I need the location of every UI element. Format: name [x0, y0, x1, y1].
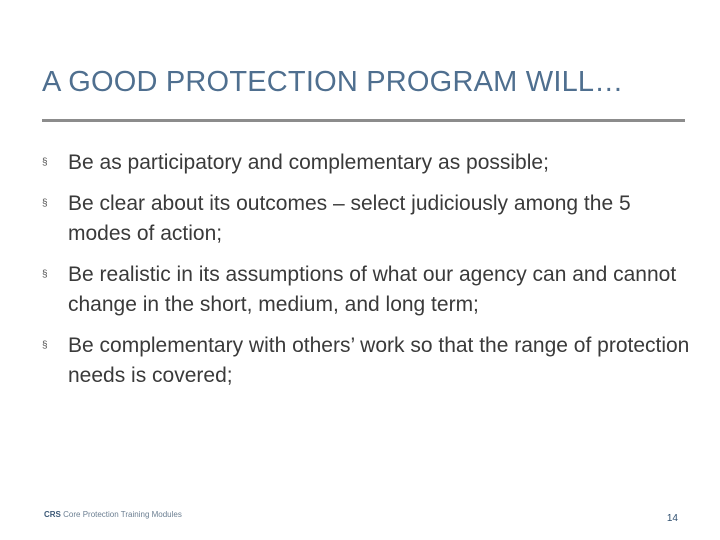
bullet-marker-icon: § — [42, 269, 48, 280]
footer-module: Core Protection Training Modules — [63, 510, 182, 519]
bullet-item — [42, 331, 692, 391]
bullet-text: Be clear about its outcomes – select judiciously among the 5 modes of action; — [68, 192, 631, 245]
bullet-marker-icon: § — [42, 157, 48, 168]
footer-org: CRS — [44, 510, 61, 519]
bullet-item — [42, 260, 692, 320]
bullet-text: Be complementary with others’ work so that the range of protection needs is covered; — [68, 334, 690, 387]
bullet-item — [42, 189, 692, 249]
footer-credit — [44, 510, 182, 519]
page-number: 14 — [666, 513, 678, 524]
bullet-list — [42, 148, 692, 402]
slide-title: A GOOD PROTECTION PROGRAM WILL… — [42, 66, 624, 98]
bullet-item — [42, 148, 692, 178]
bullet-text: Be realistic in its assumptions of what our agency can and cannot change in the short, medium, and long term; — [68, 263, 677, 316]
bullet-marker-icon: § — [42, 198, 48, 209]
title-divider — [42, 119, 685, 122]
bullet-text: Be as participatory and complementary as possible; — [68, 151, 549, 174]
bullet-marker-icon: § — [42, 340, 48, 351]
